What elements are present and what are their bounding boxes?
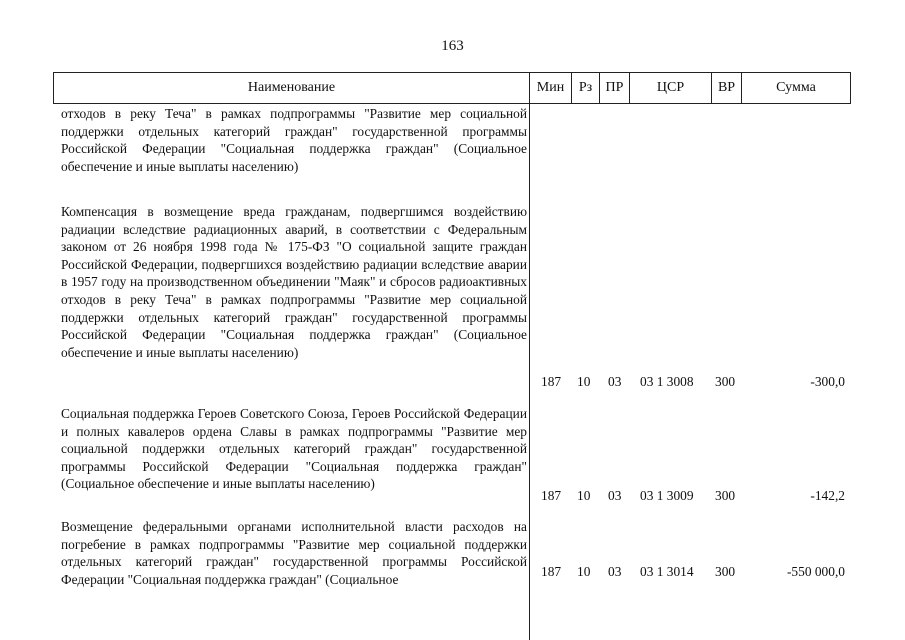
row-rz: 10 [577,564,591,579]
row-pr: 03 [608,488,622,503]
row-min: 187 [541,374,562,389]
table-header [53,72,851,104]
row-name: Компенсация в возмещение вреда гражданам, подвергшимся воздействию радиации вследствие радиационных аварий, в соответствии с Федеральным законом от 26 ноября 1998 года № 175-ФЗ "О социальной защите граждан Российской Федерации, подвергшихся воздействию радиации вследствие аварии в 1957 году на производственном объединении "Маяк" и сбросов радиоактивных отходов в реку Теча" в рамках подпрограммы "Развитие мер социальной поддержки отдельных категорий граждан" государственной программы Российской Федерации "Социальная поддержка граждан" (Социальное обеспечение и иные выплаты населению) [61,204,527,360]
row-vr: 300 [715,374,736,389]
row-rz: 10 [577,488,591,503]
column-header-name: Наименование [53,73,529,103]
row-min: 187 [541,488,562,503]
row-csr: 03 1 3008 [640,374,694,389]
row-sum: -300,0 [810,374,845,389]
row-name: Возмещение федеральными органами исполнительной власти расходов на погребение в рамках подпрограммы "Развитие мер социальной поддержки отдельных категорий граждан" государственной программы Российской Федерации "Социальная поддержка граждан" (Социальное [61,519,527,587]
row-csr: 03 1 3014 [640,564,694,579]
row-min: 187 [541,564,562,579]
row-sum: -550 000,0 [786,564,845,579]
column-header-min: Мин [529,73,571,103]
budget-table [53,72,851,640]
row-rz: 10 [577,374,591,389]
row-sum: -142,2 [810,488,845,503]
row-pr: 03 [608,564,622,579]
row-vr: 300 [715,488,736,503]
row-pr: 03 [608,374,622,389]
page-number: 163 [441,38,464,54]
row-name: отходов в реку Теча" в рамках подпрограммы "Развитие мер социальной поддержки отдельных категорий граждан" государственной программы Российской Федерации "Социальная поддержка граждан" (Социальное обеспечение и иные выплаты населению) [61,106,527,174]
column-header-vr: ВР [711,73,741,103]
column-header-rz: Рз [571,73,599,103]
column-header-sum: Сумма [741,73,851,103]
row-csr: 03 1 3009 [640,488,694,503]
column-header-pr: ПР [599,73,629,103]
row-name: Социальная поддержка Героев Советского Союза, Героев Российской Федерации и полных кавалеров ордена Славы в рамках подпрограммы "Развитие мер социальной поддержки отдельных категорий граждан" государственной программы Российской Федерации "Социальная поддержка граждан" (Социальное обеспечение и иные выплаты населению) [61,406,527,492]
column-divider [529,104,530,640]
column-header-csr: ЦСР [629,73,711,103]
row-vr: 300 [715,564,736,579]
